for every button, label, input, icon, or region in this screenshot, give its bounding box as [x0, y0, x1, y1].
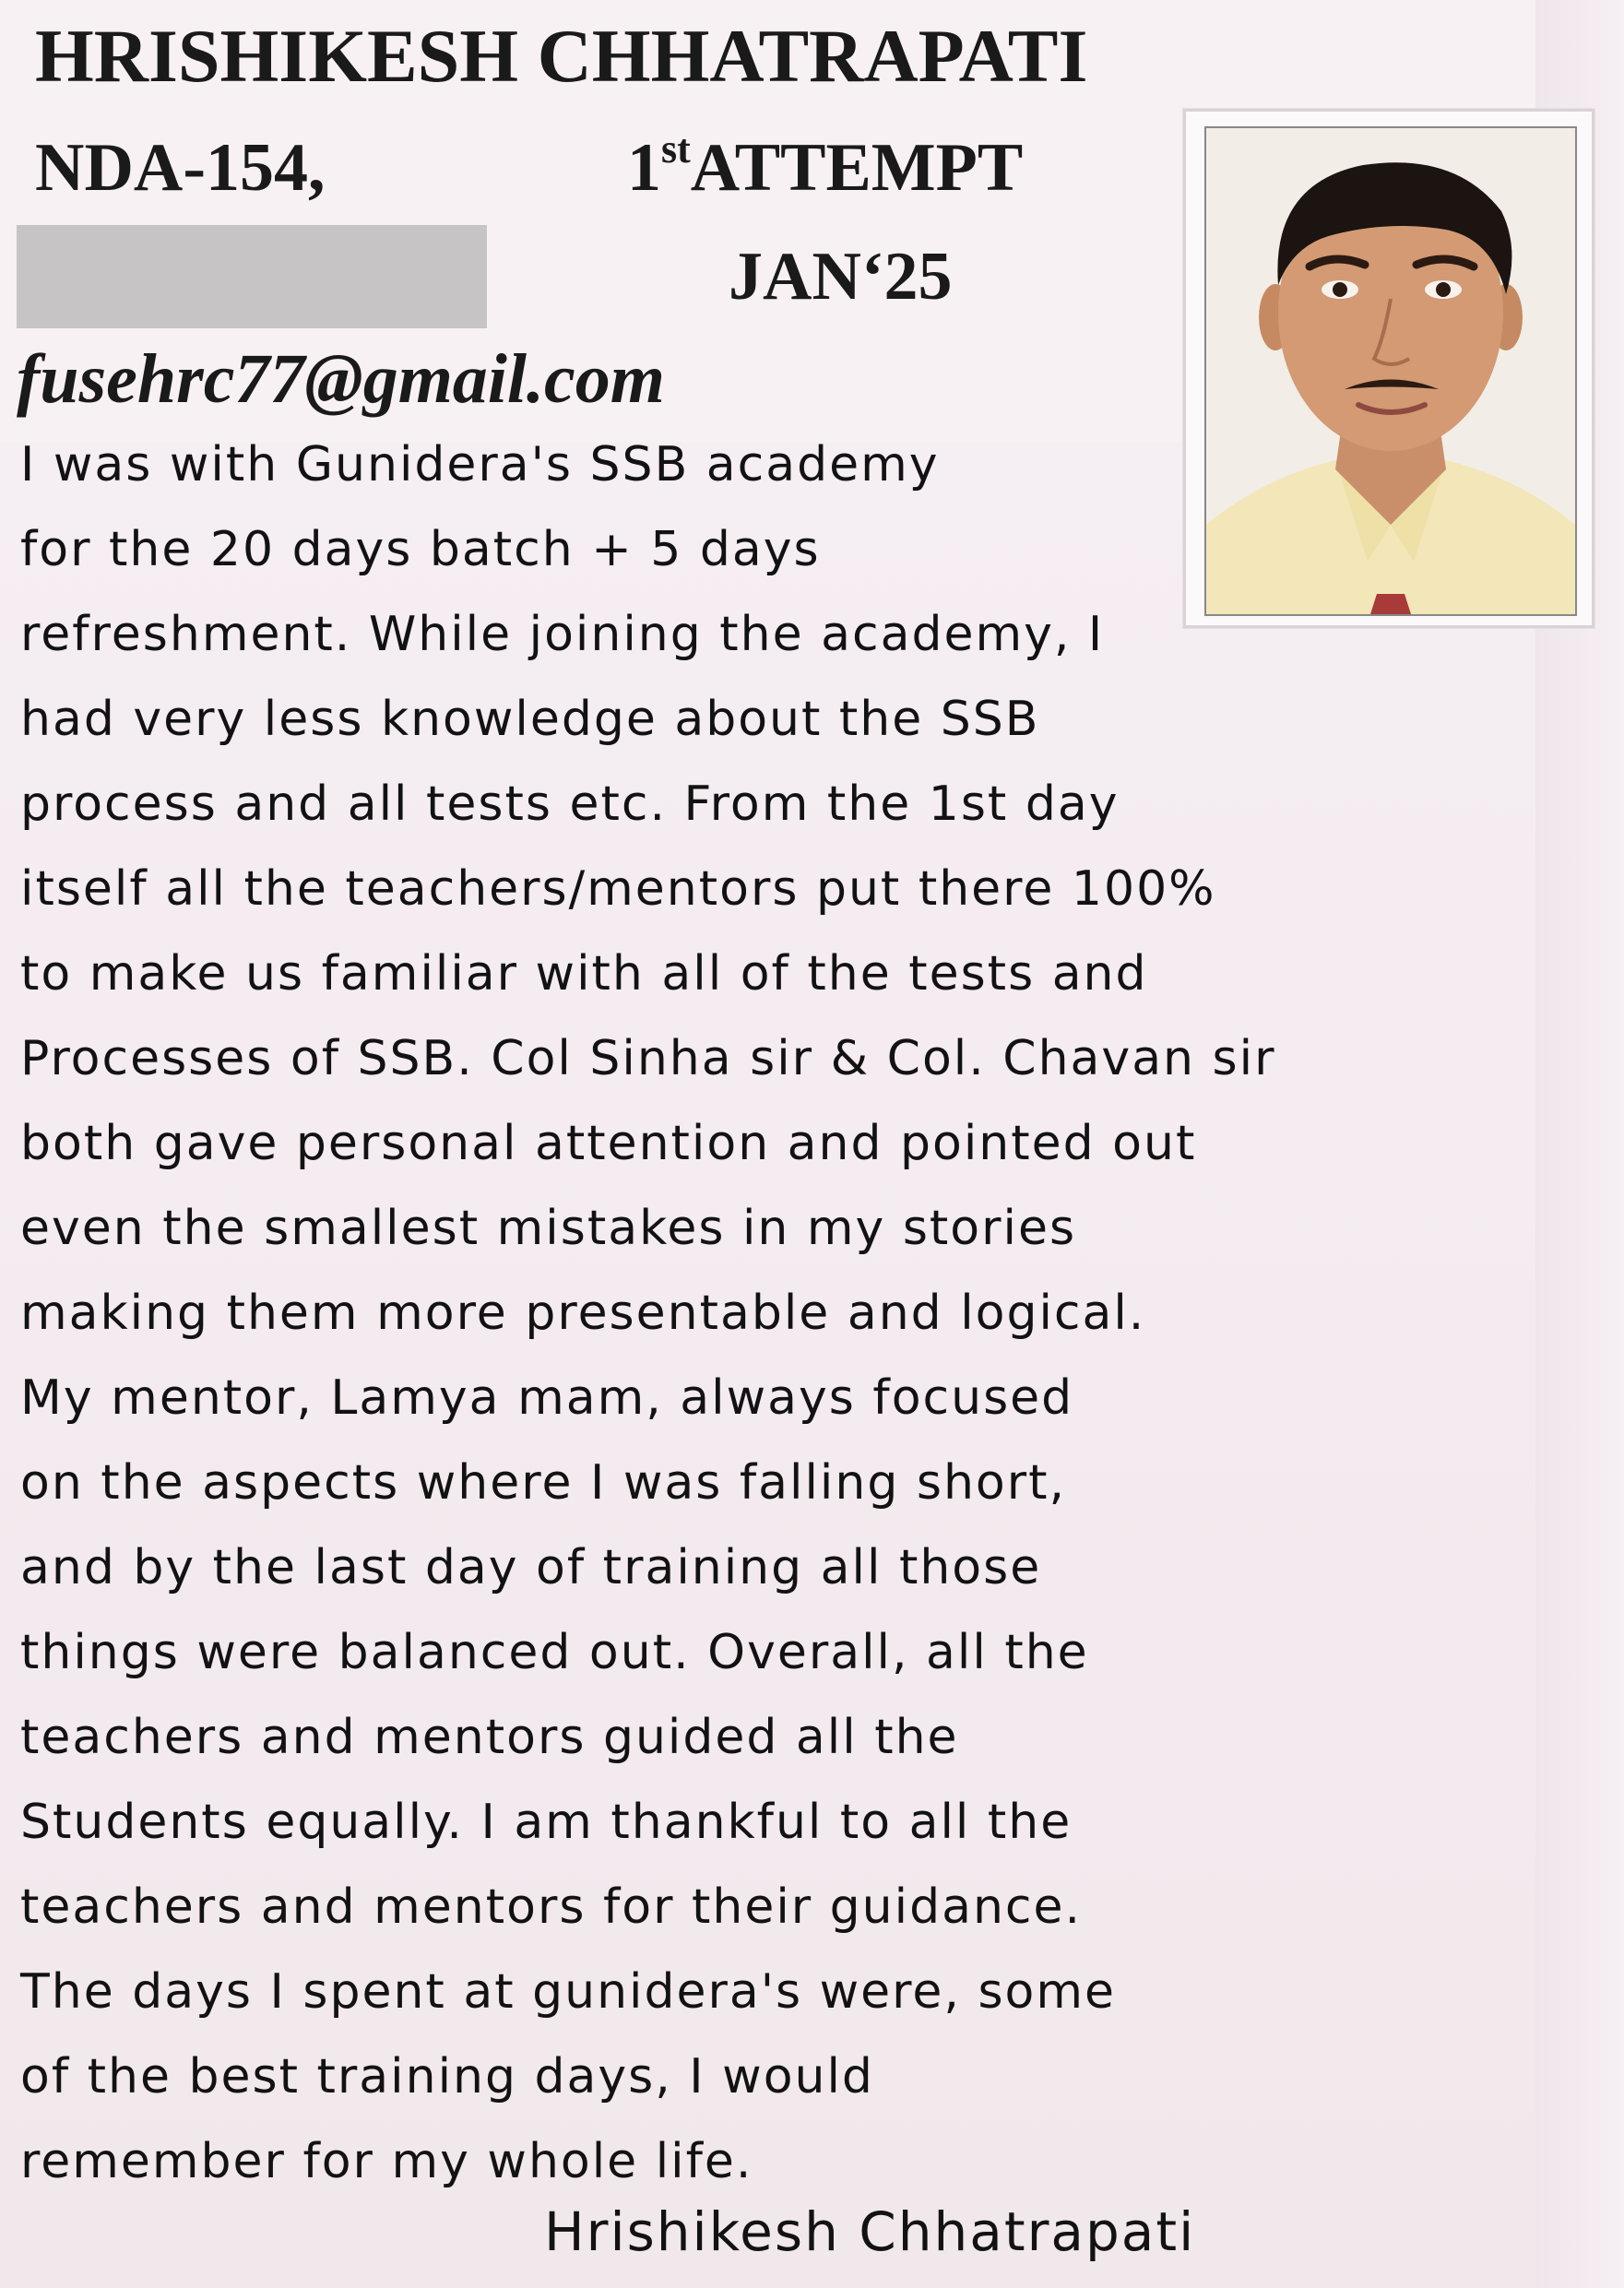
letter-line: process and all tests etc. From the 1st day: [20, 776, 1120, 832]
letter-line: both gave personal attention and pointed out: [20, 1116, 1197, 1171]
letter-line: things were balanced out. Overall, all the: [20, 1625, 1089, 1680]
attempt-label: [627, 126, 1024, 207]
letter-line: even the smallest mistakes in my stories: [20, 1201, 1077, 1256]
letter-line: refreshment. While joining the academy, I: [20, 607, 1105, 662]
attempt-number: 1: [627, 130, 661, 206]
portrait-illustration: [1206, 128, 1575, 614]
letter-line: had very less knowledge about the SSB: [20, 692, 1040, 747]
letter-line: and by the last day of training all those: [20, 1540, 1042, 1595]
email-address: fusehrc77@gmail.com: [17, 340, 665, 418]
attempt-word: ATTEMPT: [690, 130, 1024, 206]
letter-line: Processes of SSB. Col Sinha sir & Col. Chavan sir: [20, 1031, 1276, 1086]
session-label: JAN‘25: [729, 239, 953, 314]
letter-line: Students equally. I am thankful to all the: [20, 1795, 1073, 1850]
letter-line: on the aspects where I was falling short,: [20, 1455, 1067, 1511]
letter-line: for the 20 days batch + 5 days: [20, 522, 821, 577]
attempt-suffix: st: [661, 126, 691, 172]
candidate-photo: [1204, 126, 1577, 616]
course-number: NDA-154,: [35, 130, 326, 206]
letter-line: The days I spent at gunidera's were, some: [20, 1964, 1117, 2020]
letter-line: remember for my whole life.: [20, 2134, 753, 2189]
letter-line: My mentor, Lamya mam, always focused: [20, 1370, 1074, 1426]
letter-line: making them more presentable and logical.: [20, 1286, 1146, 1341]
letter-line: teachers and mentors guided all the: [20, 1710, 959, 1765]
letter-line: teachers and mentors for their guidance.: [20, 1879, 1083, 1935]
letter-line: to make us familiar with all of the tests and: [20, 946, 1148, 1002]
signature: Hrishikesh Chhatrapati: [544, 2200, 1196, 2263]
letter-line: I was with Gunidera's SSB academy: [20, 437, 940, 492]
redacted-block: [17, 225, 487, 328]
letter-line: of the best training days, I would: [20, 2049, 874, 2104]
letter-line: itself all the teachers/mentors put there 100%: [20, 861, 1216, 917]
photo-frame: [1183, 109, 1594, 628]
candidate-name: HRISHIKESH CHHATRAPATI: [35, 14, 1088, 98]
